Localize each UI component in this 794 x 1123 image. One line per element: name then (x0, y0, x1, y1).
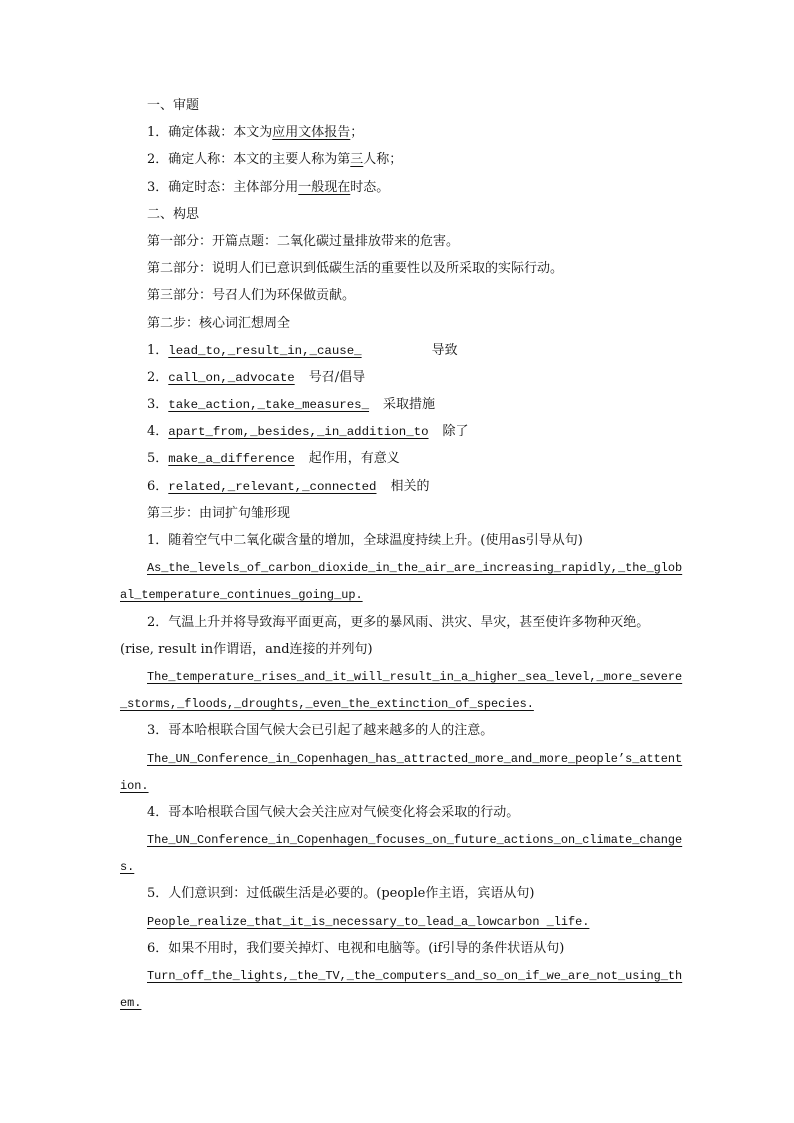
sentence-answer-1: As_the_levels_of_carbon_dioxide_in_the_air_are_increasing_rapidly,_the_glob (147, 561, 683, 576)
outline-part-2: 第二部分：说明人们已意识到低碳生活的重要性以及所采取的实际行动。 (147, 261, 564, 277)
vocab-item-2: 2．call_on,_advocate 号召/倡导 (120, 364, 676, 391)
vocab-answer: make_a_difference (168, 452, 295, 467)
vocab-item-5: 5．make_a_difference 起作用，有意义 (120, 445, 676, 472)
sentence-question-5: 5．人们意识到：过低碳生活是必要的。(people作主语，宾语从句) (147, 886, 535, 902)
outline-part-3: 第三部分：号召人们为环保做贡献。 (147, 288, 356, 304)
vocab-answer: apart_from,_besides,_in_addition_to (168, 425, 429, 440)
vocab-meaning: 起作用，有意义 (308, 451, 400, 467)
outline-part-1: 第一部分：开篇点题：二氧化碳过量排放带来的危害。 (147, 233, 460, 249)
vocab-answer: take_action,_take_measures_ (168, 398, 370, 413)
sentence-answer-3-cont: ion. (120, 778, 149, 793)
step-heading-3: 第三步：由词扩句雏形现 (147, 505, 291, 521)
answer-blank: 三 (350, 152, 364, 168)
vocab-answer: call_on,_advocate (168, 370, 295, 385)
sentence-question-2-cont: (rise, result in作谓语，and连接的并列句) (120, 641, 373, 657)
vocab-meaning: 除了 (442, 424, 469, 440)
sentence-answer-2-cont: _storms,_floods,_droughts,_even_the_extinction_of_species. (120, 697, 534, 712)
sentence-answer-6: Turn_off_the_lights,_the_TV,_the_computers_and_so_on_if_we_are_not_using_th (147, 969, 683, 983)
sentence-question-3: 3．哥本哈根联合国气候大会已引起了越来越多的人的注意。 (147, 723, 494, 739)
sentence-answer-6-cont: em. (120, 996, 142, 1011)
sentence-answer-2: The_temperature_rises_and_it_will_result_in_a_higher_sea_level,_more_severe (147, 669, 683, 684)
vocab-item-4: 4．apart_from,_besides,_in_addition_to 除了 (120, 418, 676, 445)
document-page (120, 92, 683, 1016)
step-heading-2: 第二步：核心词汇想周全 (147, 315, 291, 331)
vocab-item-3: 3．take_action,_take_measures_ 采取措施 (120, 391, 676, 418)
analysis-item-2: 2．确定人称：本文的主要人称为第三人称； (147, 152, 403, 168)
sentence-answer-3: The_UN_Conference_in_Copenhagen_has_attracted_more_and_more_people’s_attent (147, 751, 683, 766)
sentence-question-1: 1．随着空气中二氧化碳含量的增加，全球温度持续上升。(使用as引导从句) (147, 533, 583, 548)
vocab-meaning: 号召/倡导 (308, 369, 366, 385)
section-heading-2: 二、构思 (147, 206, 200, 222)
vocab-answer: lead_to,_result_in,_cause_ (168, 343, 362, 358)
answer-blank: 一般现在 (298, 179, 351, 195)
sentence-answer-4: The_UN_Conference_in_Copenhagen_focuses_on_future_actions_on_climate_change (147, 833, 683, 848)
sentence-answer-1-cont: al_temperature_continues_going_up. (120, 588, 363, 603)
sentence-question-2: 2．气温上升并将导致海平面更高，更多的暴风雨、洪灾、旱灾，甚至使许多物种灭绝。 (147, 614, 650, 630)
analysis-item-3: 3．确定时态：主体部分用一般现在时态。 (147, 179, 390, 195)
vocab-meaning: 导致 (431, 342, 458, 358)
answer-blank: 应用文体报告 (272, 125, 351, 141)
vocab-meaning: 相关的 (390, 478, 430, 494)
sentence-question-4: 4．哥本哈根联合国气候大会关注应对气候变化将会采取的行动。 (147, 804, 520, 820)
vocab-answer: related,_relevant,_connected (168, 479, 377, 494)
analysis-item-1: 1．确定体裁：本文为应用文体报告； (147, 125, 364, 141)
sentence-question-6: 6．如果不用时，我们要关掉灯、电视和电脑等。(if引导的条件状语从句) (147, 940, 565, 956)
vocab-meaning: 采取措施 (383, 397, 436, 413)
vocab-item-6: 6．related,_relevant,_connected 相关的 (120, 473, 676, 500)
sentence-answer-4-cont: s. (120, 860, 135, 875)
section-heading-1: 一、审题 (147, 98, 200, 113)
vocab-item-1: 1．lead_to,_result_in,_cause_ 导致 (120, 337, 676, 364)
sentence-answer-5: People_realize_that_it_is_necessary_to_lead_a_lowcarbon _life. (147, 914, 590, 929)
